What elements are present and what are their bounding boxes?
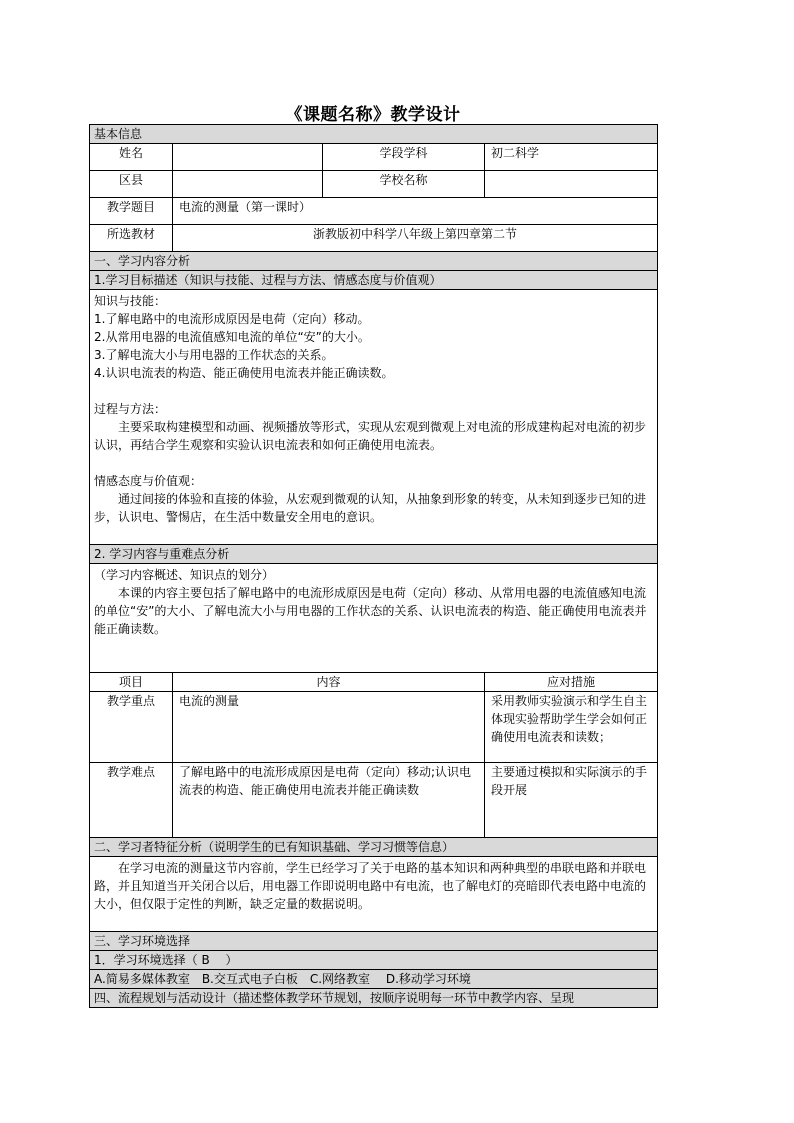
learner-text: 在学习电流的测量这节内容前，学生已经学习了关于电路的基本知识和两种典型的串联电路和并联电路，并且知道当开关闭合以后，用电器工作即说明电路中有电流，也了解电灯的亮暗即代表电路中电流的大小，但仅限于定性的判断，缺乏定量的数据说明。	[94, 861, 647, 911]
learner-analysis	[90, 857, 658, 932]
school-label: 学校名称	[323, 171, 485, 198]
district-label: 区县	[90, 171, 173, 198]
goals-header: 1.学习目标描述（知识与技能、过程与方法、情感态度与价值观）	[90, 271, 658, 290]
district-value	[173, 171, 323, 198]
environment-options: A.简易多媒体教室 B.交互式电子白板 C.网络教室 D.移动学习环境	[90, 970, 658, 989]
topic-value: 电流的测量（第一课时）	[173, 198, 658, 225]
name-label: 姓名	[90, 144, 173, 171]
page-title: 《课题名称》教学设计	[285, 105, 461, 125]
textbook-label: 所选教材	[90, 225, 173, 252]
row-measure: 采用教师实验演示和学生自主体现实验帮助学生学会如何正确使用电流表和读数；	[485, 692, 658, 763]
process-title: 过程与方法：	[94, 402, 167, 416]
content-subtitle: （学习内容概述、知识点的划分）	[94, 568, 275, 582]
emotion-text: 通过间接的体验和直接的体验，从宏观到微观的认知，从抽象到形象的转变，从未知到逐步已知的进步，认识电、警惕店，在生活中数量安全用电的意识。	[94, 492, 647, 524]
col-content-header: 内容	[173, 673, 485, 692]
row-measure: 主要通过模拟和实际演示的手段开展	[485, 763, 658, 838]
school-value	[485, 171, 658, 198]
section3-header: 三、学习环境选择	[90, 932, 658, 951]
content-overview	[90, 564, 658, 673]
lesson-plan-table	[89, 124, 658, 1008]
name-value	[173, 144, 323, 171]
knowledge-item: 1.了解电路中的电流形成原因是电荷（定向）移动。	[94, 312, 370, 326]
col-item-header: 项目	[90, 673, 173, 692]
grade-label: 学段学科	[323, 144, 485, 171]
content-text: 本课的内容主要包括了解电路中的电流形成原因是电荷（定向）移动、从常用电器的电流值感知电流的单位“安”的大小、了解电流大小与用电器的工作状态的关系、认识电流表的构造、能正确使用电流表并能正确读数。	[94, 586, 647, 636]
row-content: 电流的测量	[173, 692, 485, 763]
knowledge-title: 知识与技能：	[94, 294, 167, 308]
content-header: 2. 学习内容与重难点分析	[90, 545, 658, 564]
knowledge-item: 3.了解电流大小与用电器的工作状态的关系。	[94, 348, 334, 362]
textbook-value: 浙教版初中科学八年级上第四章第二节	[173, 225, 658, 252]
emotion-title: 情感态度与价值观：	[94, 474, 203, 488]
basic-info-header: 基本信息	[90, 125, 658, 144]
row-content: 了解电路中的电流形成原因是电荷（定向）移动;认识电流表的构造、能正确使用电流表并能正确读数	[173, 763, 485, 838]
environment-choice: 1．学习环境选择（ B ）	[90, 951, 658, 970]
grade-value: 初二科学	[485, 144, 658, 171]
goals-content	[90, 290, 658, 545]
knowledge-item: 4.认识电流表的构造、能正确使用电流表并能正确读数。	[94, 366, 394, 380]
topic-label: 教学题目	[90, 198, 173, 225]
process-text: 主要采取构建模型和动画、视频播放等形式，实现从宏观到微观上对电流的形成建构起对电流的初步认识，再结合学生观察和实验认识电流表和如何正确使用电流表。	[94, 420, 647, 452]
section4-header: 四、流程规划与活动设计（描述整体教学环节规划，按顺序说明每一环节中教学内容、呈现	[90, 989, 658, 1008]
knowledge-item: 2.从常用电器的电流值感知电流的单位“安”的大小。	[94, 330, 370, 344]
section2-header: 二、学习者特征分析（说明学生的已有知识基础、学习习惯等信息）	[90, 838, 658, 857]
row-item: 教学难点	[90, 763, 173, 838]
col-measure-header: 应对措施	[485, 673, 658, 692]
row-item: 教学重点	[90, 692, 173, 763]
section1-header: 一、学习内容分析	[90, 252, 658, 271]
